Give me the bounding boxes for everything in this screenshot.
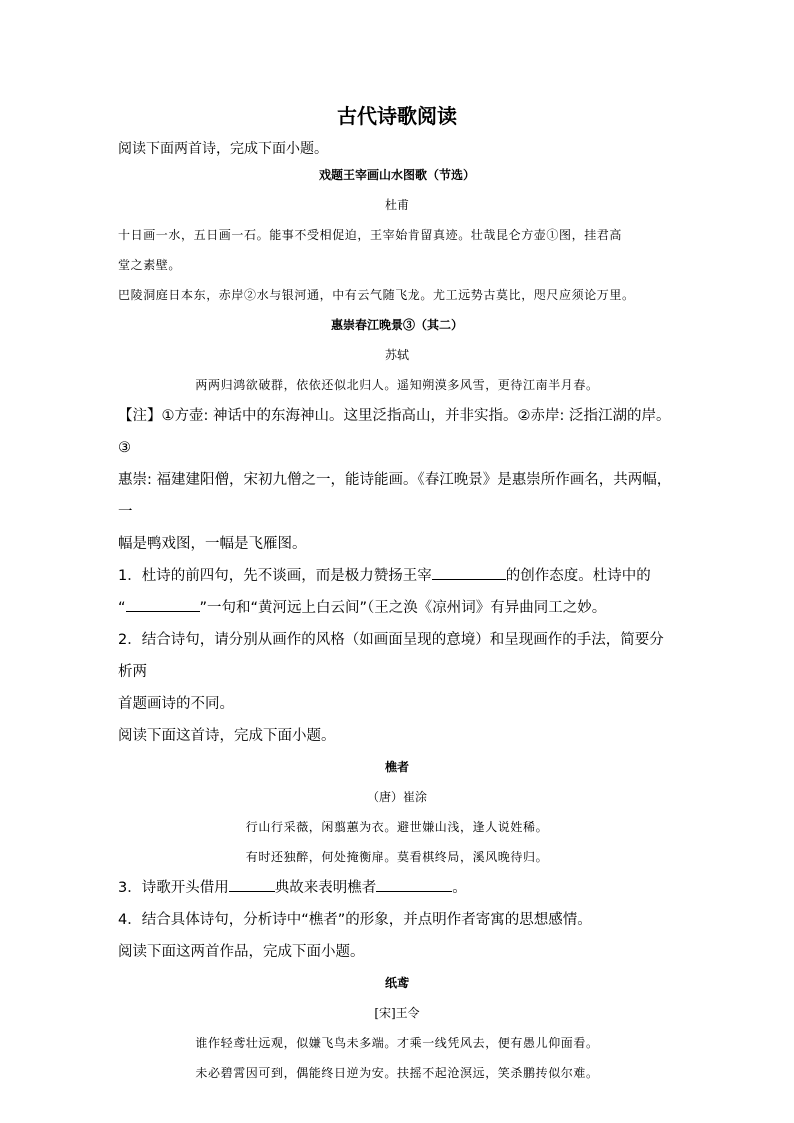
section1-intro: 阅读下面两首诗，完成下面小题。 [118, 141, 328, 157]
question-1-line2 [118, 592, 676, 624]
poem3-author: （唐）崔涂 [366, 790, 427, 804]
poem1-title: 戏题王宰画山水图歌（节选） [318, 168, 475, 182]
poem1-line1: 十日画一水，五日画一石。能事不受相促迫，王宰始肯留真迹。壮哉昆仑方壶①图，挂君高 [118, 228, 623, 242]
poem3-title: 樵者 [384, 760, 409, 774]
question-4: 4．结合具体诗句，分析诗中“樵者”的形象，并点明作者寄寓的思想感情。 [118, 912, 592, 928]
poem4-line2: 未必碧霄因可到，偶能终日逆为安。扶摇不起沧溟远，笑杀鹏抟似尔难。 [195, 1066, 599, 1080]
poem2-line1: 两两归鸿欲破群，依依还似北归人。遥知朔漠多风雪，更待江南半月春。 [195, 378, 599, 392]
poem3-line1: 行山行采薇，闲翦蕙为衣。避世嫌山浅，逢人说姓稀。 [245, 820, 549, 834]
question-3-text-c: 。 [452, 880, 467, 896]
poem1-line1-continued: 堂之素壁。 [118, 258, 182, 272]
poem4-title: 纸鸢 [384, 976, 409, 990]
section3-intro: 阅读下面这两首作品，完成下面小题。 [118, 944, 365, 960]
question-1-text-b: 的创作态度。杜诗中的 [505, 568, 651, 584]
question-2-line2: 首题画诗的不同。 [118, 696, 234, 712]
question-2-line1: 2．结合诗句，请分别从画作的风格（如画面呈现的意境）和呈现画作的手法，简要分析两 [118, 632, 664, 680]
poem1-author: 杜甫 [384, 198, 409, 212]
note-line3: 幅是鸭戏图，一幅是飞雁图。 [118, 536, 307, 552]
poem4-line1: 谁作轻鸢壮远观，似嫌飞鸟未多端。才乘一线凭风去，便有愚儿仰面看。 [195, 1036, 599, 1050]
answer-blank-2[interactable] [126, 597, 200, 612]
answer-blank-4[interactable] [376, 877, 452, 892]
open-quote: “ [118, 600, 126, 616]
answer-blank-1[interactable] [432, 565, 506, 580]
answer-blank-3[interactable] [229, 877, 275, 892]
question-3-text-b: 典故来表明樵者 [274, 880, 377, 896]
note-line1: 【注】①方壶: 神话中的东海神山。这里泛指高山，并非实指。②赤岸: 泛指江湖的岸。③ [118, 408, 671, 456]
section2-intro: 阅读下面这首诗，完成下面小题。 [118, 728, 336, 744]
question-1-text-a: 1．杜诗的前四句，先不谈画，而是极力赞扬王宰 [118, 568, 432, 584]
document-title: 古代诗歌阅读 [337, 104, 457, 128]
note-line2: 惠崇: 福建建阳僧，宋初九僧之一，能诗能画。《春江晚景》是惠崇所作画名，共两幅，一 [118, 472, 672, 520]
question-1-text-d: ”一句和“黄河远上白云间”（王之涣《凉州词》有异曲同工之妙。 [199, 600, 607, 616]
poem2-author: 苏轼 [384, 348, 409, 362]
question-3-text-a: 3．诗歌开头借用 [118, 880, 229, 896]
question-1-line1 [118, 560, 676, 592]
poem2-title: 惠崇春江晚景③（其二） [330, 318, 463, 332]
question-3 [118, 872, 676, 904]
poem1-line2: 巴陵洞庭日本东，赤岸②水与银河通，中有云气随飞龙。尤工远势古莫比，咫尺应须论万里。 [118, 288, 635, 302]
poem3-line2: 有时还独醉，何处掩衡扉。莫看棋终局，溪风晚待归。 [245, 850, 549, 864]
poem4-author: [宋]王令 [374, 1006, 420, 1020]
